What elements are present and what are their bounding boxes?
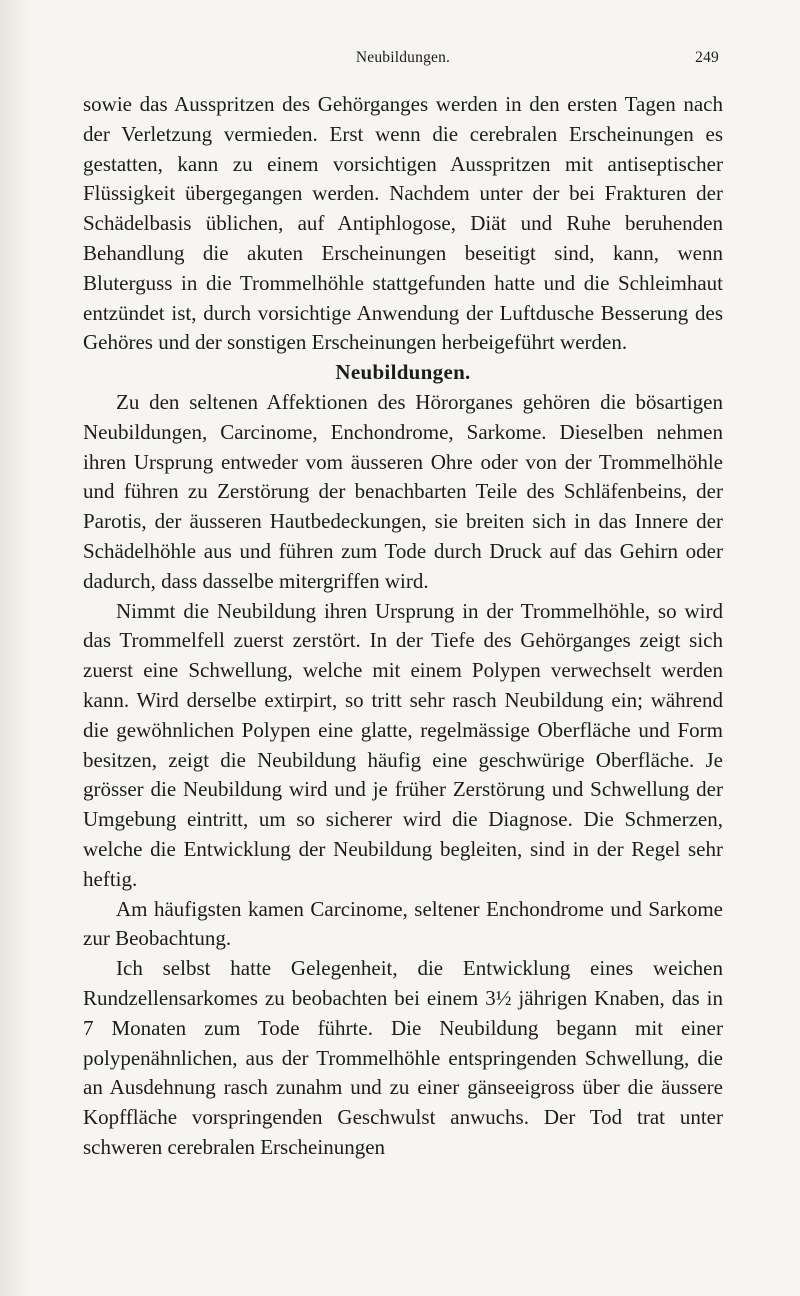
body-text: [83, 90, 723, 1163]
section-heading: Neubildungen.: [335, 360, 471, 385]
page-number: 249: [695, 49, 719, 66]
intro-paragraph: sowie das Ausspritzen des Gehörganges werden in den ersten Tagen nach der Verletzung vermieden. Erst wenn die cerebralen Erscheinungen es gestatten, kann zu einem vorsichtigen Ausspritzen mit antiseptischer Flüssigkeit übergegangen werden. Nachdem unter der bei Frakturen der Schädelbasis üblichen, auf Antiphlogose, Diät und Ruhe beruhenden Behandlung die akuten Erscheinungen beseitigt sind, kann, wenn Bluterguss in die Trommelhöhle stattgefunden hatte und die Schleimhaut entzündet ist, durch vorsichtige Anwendung der Luftdusche Besserung des Gehöres und der sonstigen Erscheinungen herbeigeführt werden.: [83, 92, 723, 355]
paragraph: Nimmt die Neubildung ihren Ursprung in der Trommelhöhle, so wird das Trommelfell zuerst zerstört. In der Tiefe des Gehörganges zeigt sich zuerst eine Schwellung, welche mit einem Polypen verwechselt werden kann. Wird derselbe extirpirt, so tritt sehr rasch Neubildung ein; während die gewöhnlichen Polypen eine glatte, regelmässige Oberfläche und Form besitzen, zeigt die Neubildung häufig eine geschwürige Oberfläche. Je grösser die Neubildung wird und je früher Zerstörung und Schwellung der Umgebung eintritt, um so sicherer wird die Diagnose. Die Schmerzen, welche die Entwicklung der Neubildung begleiten, sind in der Regel sehr heftig.: [83, 598, 723, 891]
running-title: Neubildungen.: [355, 49, 451, 66]
paragraph: Ich selbst hatte Gelegenheit, die Entwicklung eines weichen Rundzellensarkomes zu beobachten bei einem 3½ jährigen Knaben, das in 7 Monaten zum Tode führte. Die Neubildung begann mit einer polypenähnlichen, aus der Trommelhöhle entspringenden Schwellung, die an Ausdehnung rasch zunahm und zu einer gänseeigross über die äussere Kopffläche vorspringenden Geschwulst anwuchs. Der Tod trat unter schweren cerebralen Erscheinungen: [83, 956, 723, 1159]
page-edge-shadow: [0, 0, 32, 1296]
paragraph: Zu den seltenen Affektionen des Hörorganes gehören die bösartigen Neubildungen, Carcinome, Enchondrome, Sarkome. Dieselben nehmen ihren Ursprung entweder vom äusseren Ohre oder von der Trommelhöhle und führen zu Zerstörung der benachbarten Teile des Schläfenbeins, der Parotis, der äusseren Hautbedeckungen, sie breiten sich in das Innere der Schädelhöhle aus und führen zum Tode durch Druck auf das Gehirn oder dadurch, dass dasselbe mitergriffen wird.: [83, 389, 723, 593]
paragraph: Am häufigsten kamen Carcinome, seltener Enchondrome und Sarkome zur Beobachtung.: [83, 896, 723, 951]
running-head: [83, 49, 723, 73]
